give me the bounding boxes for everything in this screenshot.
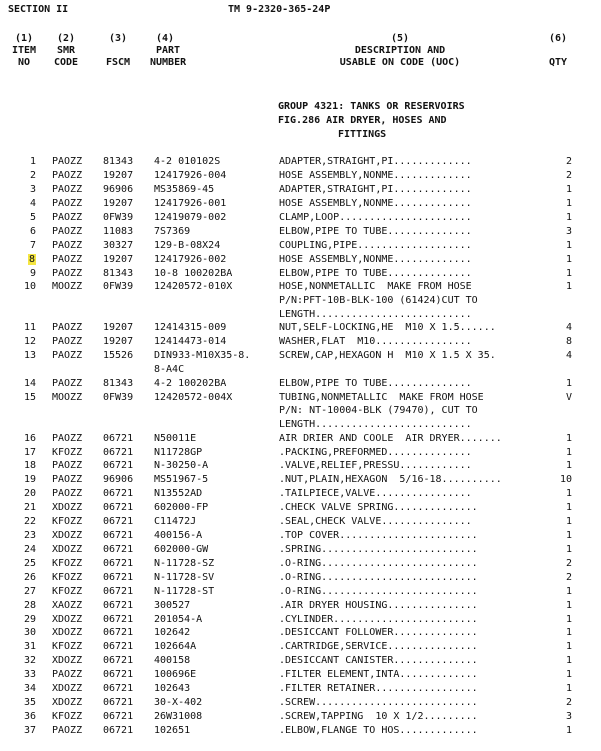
table-row xyxy=(0,697,601,711)
table-row xyxy=(0,170,601,184)
description: .PACKING,PREFORMED.............. xyxy=(279,447,472,458)
quantity: 2 xyxy=(565,572,572,583)
quantity: 1 xyxy=(565,683,572,694)
table-row xyxy=(0,254,601,268)
smr-code: PAOZZ xyxy=(52,378,83,389)
quantity: 1 xyxy=(565,433,572,444)
item-no: 36 xyxy=(23,711,36,722)
part-number: MS51967-5 xyxy=(154,474,209,485)
smr-code: MOOZZ xyxy=(52,281,83,292)
quantity: 1 xyxy=(565,586,572,597)
table-row xyxy=(0,600,601,614)
quantity: 1 xyxy=(565,378,572,389)
tm-number: TM 9-2320-365-24P xyxy=(228,4,331,15)
part-number: 100696E xyxy=(154,669,197,680)
description: HOSE,NONMETALLIC MAKE FROM HOSE xyxy=(279,281,472,292)
quantity: V xyxy=(565,392,572,403)
description: ELBOW,PIPE TO TUBE.............. xyxy=(279,226,472,237)
fscm: 06721 xyxy=(103,544,134,555)
fscm: 06721 xyxy=(103,488,134,499)
smr-code: XDOZZ xyxy=(52,655,83,666)
fscm: 06721 xyxy=(103,433,134,444)
quantity: 4 xyxy=(565,322,572,333)
group-heading: GROUP 4321: TANKS OR RESERVOIRS FIG.286 AIR DRYER, HOSES AND FITTINGS xyxy=(278,101,465,140)
fscm: 06721 xyxy=(103,460,134,471)
description: SCREW,CAP,HEXAGON H M10 X 1.5 X 35. xyxy=(279,350,496,361)
description: .CHECK VALVE SPRING.............. xyxy=(279,502,478,513)
description: ELBOW,PIPE TO TUBE.............. xyxy=(279,378,472,389)
description: HOSE ASSEMBLY,NONME............. xyxy=(279,198,472,209)
table-row xyxy=(0,655,601,669)
item-no: 26 xyxy=(23,572,36,583)
table-row xyxy=(0,212,601,226)
table-row xyxy=(0,447,601,461)
table-row xyxy=(0,281,601,295)
section-label: SECTION II xyxy=(8,4,69,15)
item-no: 27 xyxy=(23,586,36,597)
description: .ELBOW,FLANGE TO HOS............. xyxy=(279,725,478,736)
part-number: 602000-FP xyxy=(154,502,209,513)
fscm: 06721 xyxy=(103,447,134,458)
item10-desc-line3: LENGTH.......................... xyxy=(279,309,472,320)
item-no: 16 xyxy=(23,433,36,444)
item-no: 29 xyxy=(23,614,36,625)
table-row xyxy=(0,392,601,406)
item-no: 24 xyxy=(23,544,36,555)
table-row xyxy=(0,669,601,683)
fscm: 06721 xyxy=(103,558,134,569)
quantity: 1 xyxy=(565,268,572,279)
fscm: 06721 xyxy=(103,600,134,611)
part-number: 12414473-014 xyxy=(154,336,227,347)
fscm: 06721 xyxy=(103,683,134,694)
smr-code: XDOZZ xyxy=(52,544,83,555)
fscm: 19207 xyxy=(103,254,134,265)
quantity: 1 xyxy=(565,488,572,499)
quantity: 10 xyxy=(559,474,572,485)
fscm: 06721 xyxy=(103,572,134,583)
part-number: 12417926-001 xyxy=(154,198,227,209)
description: .VALVE,RELIEF,PRESSU............ xyxy=(279,460,472,471)
quantity: 3 xyxy=(565,711,572,722)
smr-code: XDOZZ xyxy=(52,683,83,694)
col-header-part: (4) PART NUMBER xyxy=(150,33,187,68)
smr-code: PAOZZ xyxy=(52,322,83,333)
table-row xyxy=(0,460,601,474)
fscm: 15526 xyxy=(103,350,134,361)
item-no: 12 xyxy=(23,336,36,347)
table-row xyxy=(0,586,601,600)
fscm: 06721 xyxy=(103,516,134,527)
smr-code: PAOZZ xyxy=(52,350,83,361)
smr-code: PAOZZ xyxy=(52,669,83,680)
part-number: 400156-A xyxy=(154,530,203,541)
item-no: 37 xyxy=(23,725,36,736)
smr-code: PAOZZ xyxy=(52,226,83,237)
smr-code: KFOZZ xyxy=(52,641,83,652)
item-no: 13 xyxy=(23,350,36,361)
smr-code: XDOZZ xyxy=(52,627,83,638)
table-row xyxy=(0,226,601,240)
col-header-smr: (2) SMR CODE xyxy=(53,33,79,68)
item13-part-line2: 8-A4C xyxy=(154,364,185,375)
item-no xyxy=(10,254,36,265)
item15-desc-line2: P/N: NT-10004-BLK (79470), CUT TO xyxy=(279,405,478,416)
part-number: 102664A xyxy=(154,641,197,652)
table-row xyxy=(0,184,601,198)
part-number: C11472J xyxy=(154,516,197,527)
part-number: MS35869-45 xyxy=(154,184,215,195)
fscm: 06721 xyxy=(103,614,134,625)
part-number: 12417926-004 xyxy=(154,170,227,181)
smr-code: XDOZZ xyxy=(52,502,83,513)
table-row xyxy=(0,502,601,516)
item-no: 23 xyxy=(23,530,36,541)
smr-code: PAOZZ xyxy=(52,198,83,209)
part-number: 7S7369 xyxy=(154,226,191,237)
fscm: 81343 xyxy=(103,268,134,279)
smr-code: PAOZZ xyxy=(52,336,83,347)
description: .FILTER ELEMENT,INTA............. xyxy=(279,669,478,680)
smr-code: XAOZZ xyxy=(52,600,83,611)
fscm: 19207 xyxy=(103,170,134,181)
part-number: N-30250-A xyxy=(154,460,209,471)
col-header-qty: (6) QTY xyxy=(548,33,568,68)
description: CLAMP,LOOP...................... xyxy=(279,212,472,223)
description: .FILTER RETAINER................. xyxy=(279,683,478,694)
description: .CYLINDER........................ xyxy=(279,614,478,625)
part-number: 102642 xyxy=(154,627,191,638)
description: .O-RING.......................... xyxy=(279,558,478,569)
item-no: 2 xyxy=(29,170,36,181)
item-no: 35 xyxy=(23,697,36,708)
item-no: 28 xyxy=(23,600,36,611)
item10-desc-line2: P/N:PFT-10B-BLK-100 (61424)CUT TO xyxy=(279,295,478,306)
item-no: 14 xyxy=(23,378,36,389)
item-no: 10 xyxy=(23,281,36,292)
part-number: 300527 xyxy=(154,600,191,611)
part-number: N-11728-SV xyxy=(154,572,215,583)
part-number: DIN933-M10X35-8. xyxy=(154,350,251,361)
table-row xyxy=(0,268,601,282)
table-row xyxy=(0,322,601,336)
quantity: 1 xyxy=(565,530,572,541)
smr-code: KFOZZ xyxy=(52,572,83,583)
quantity: 2 xyxy=(565,170,572,181)
smr-code: PAOZZ xyxy=(52,156,83,167)
item-no: 5 xyxy=(29,212,36,223)
table-row xyxy=(0,198,601,212)
quantity: 8 xyxy=(565,336,572,347)
fscm: 19207 xyxy=(103,322,134,333)
item-no: 17 xyxy=(23,447,36,458)
description: .TAILPIECE,VALVE................ xyxy=(279,488,472,499)
fscm: 06721 xyxy=(103,530,134,541)
smr-code: PAOZZ xyxy=(52,240,83,251)
item-no: 19 xyxy=(23,474,36,485)
smr-code: KFOZZ xyxy=(52,586,83,597)
fscm: 06721 xyxy=(103,586,134,597)
quantity: 1 xyxy=(565,627,572,638)
quantity: 1 xyxy=(565,725,572,736)
part-number: 102643 xyxy=(154,683,191,694)
quantity: 1 xyxy=(565,212,572,223)
smr-code: PAOZZ xyxy=(52,460,83,471)
item-no: 34 xyxy=(23,683,36,694)
table-row xyxy=(0,474,601,488)
table-row xyxy=(0,488,601,502)
quantity: 1 xyxy=(565,614,572,625)
smr-code: KFOZZ xyxy=(52,558,83,569)
quantity: 1 xyxy=(565,600,572,611)
quantity: 4 xyxy=(565,350,572,361)
description: .DESICCANT FOLLOWER.............. xyxy=(279,627,478,638)
table-row xyxy=(0,614,601,628)
table-row xyxy=(0,627,601,641)
quantity: 1 xyxy=(565,240,572,251)
item-no: 7 xyxy=(29,240,36,251)
description: ELBOW,PIPE TO TUBE.............. xyxy=(279,268,472,279)
fscm: 96906 xyxy=(103,474,134,485)
table-row xyxy=(0,572,601,586)
description: .SCREW........................... xyxy=(279,697,478,708)
table-row xyxy=(0,336,601,350)
part-number: N13552AD xyxy=(154,488,203,499)
quantity: 1 xyxy=(565,669,572,680)
table-row xyxy=(0,641,601,655)
quantity: 1 xyxy=(565,655,572,666)
smr-code: KFOZZ xyxy=(52,711,83,722)
quantity: 1 xyxy=(565,447,572,458)
smr-code: KFOZZ xyxy=(52,447,83,458)
description: .O-RING.......................... xyxy=(279,572,478,583)
quantity: 2 xyxy=(565,156,572,167)
quantity: 1 xyxy=(565,184,572,195)
part-number: 129-B-08X24 xyxy=(154,240,221,251)
smr-code: XDOZZ xyxy=(52,530,83,541)
part-number: N50011E xyxy=(154,433,197,444)
col-header-item: (1) ITEM NO xyxy=(11,33,37,68)
smr-code: PAOZZ xyxy=(52,488,83,499)
description: HOSE ASSEMBLY,NONME............. xyxy=(279,170,472,181)
item-no: 3 xyxy=(29,184,36,195)
smr-code: PAOZZ xyxy=(52,268,83,279)
fscm: 30327 xyxy=(103,240,134,251)
description: .DESICCANT CANISTER.............. xyxy=(279,655,478,666)
table-row xyxy=(0,378,601,392)
item-no: 18 xyxy=(23,460,36,471)
fscm: 0FW39 xyxy=(103,212,134,223)
description: COUPLING,PIPE................... xyxy=(279,240,472,251)
table-row xyxy=(0,683,601,697)
part-number: N-11728-ST xyxy=(154,586,215,597)
description: .SEAL,CHECK VALVE............... xyxy=(279,516,472,527)
part-number: 12419079-002 xyxy=(154,212,227,223)
part-number: N-11728-SZ xyxy=(154,558,215,569)
description: NUT,SELF-LOCKING,HE M10 X 1.5...... xyxy=(279,322,496,333)
fscm: 06721 xyxy=(103,669,134,680)
table-row xyxy=(0,240,601,254)
item-no: 33 xyxy=(23,669,36,680)
quantity: 1 xyxy=(565,254,572,265)
smr-code: PAOZZ xyxy=(52,474,83,485)
item15-desc-line3: LENGTH.......................... xyxy=(279,419,472,430)
fscm: 06721 xyxy=(103,641,134,652)
smr-code: PAOZZ xyxy=(52,170,83,181)
description: TUBING,NONMETALLIC MAKE FROM HOSE xyxy=(279,392,484,403)
table-row xyxy=(0,711,601,725)
quantity: 3 xyxy=(565,226,572,237)
highlighted-item-no: 8 xyxy=(28,254,35,265)
smr-code: MOOZZ xyxy=(52,392,83,403)
item-no: 4 xyxy=(29,198,36,209)
item-no: 30 xyxy=(23,627,36,638)
description: .AIR DRYER HOUSING............... xyxy=(279,600,478,611)
fscm: 0FW39 xyxy=(103,392,134,403)
item-no: 20 xyxy=(23,488,36,499)
table-row xyxy=(0,530,601,544)
item-no: 11 xyxy=(23,322,36,333)
item-no: 1 xyxy=(29,156,36,167)
quantity: 1 xyxy=(565,198,572,209)
quantity: 1 xyxy=(565,502,572,513)
table-row xyxy=(0,156,601,170)
item-no: 6 xyxy=(29,226,36,237)
description: .O-RING.......................... xyxy=(279,586,478,597)
item-no: 21 xyxy=(23,502,36,513)
part-number: 602000-GW xyxy=(154,544,209,555)
fscm: 06721 xyxy=(103,655,134,666)
fscm: 19207 xyxy=(103,336,134,347)
fscm: 81343 xyxy=(103,156,134,167)
description: .SCREW,TAPPING 10 X 1/2......... xyxy=(279,711,478,722)
description: AIR DRIER AND COOLE AIR DRYER....... xyxy=(279,433,502,444)
fscm: 06721 xyxy=(103,725,134,736)
smr-code: PAOZZ xyxy=(52,212,83,223)
quantity: 1 xyxy=(565,544,572,555)
table-row xyxy=(0,725,601,739)
part-number: 26W31008 xyxy=(154,711,203,722)
quantity: 2 xyxy=(565,697,572,708)
fscm: 96906 xyxy=(103,184,134,195)
table-row xyxy=(0,433,601,447)
description: .SPRING.......................... xyxy=(279,544,478,555)
part-number: 400158 xyxy=(154,655,191,666)
part-number: 12420572-010X xyxy=(154,281,233,292)
item-no: 32 xyxy=(23,655,36,666)
fscm: 0FW39 xyxy=(103,281,134,292)
smr-code: PAOZZ xyxy=(52,254,83,265)
col-header-desc: (5) DESCRIPTION AND USABLE ON CODE (UOC) xyxy=(339,33,461,68)
description: ADAPTER,STRAIGHT,PI............. xyxy=(279,156,472,167)
part-number: N11728GP xyxy=(154,447,203,458)
table-row xyxy=(0,558,601,572)
smr-code: PAOZZ xyxy=(52,725,83,736)
item-no: 9 xyxy=(29,268,36,279)
fscm: 06721 xyxy=(103,502,134,513)
fscm: 06721 xyxy=(103,697,134,708)
description: .NUT,PLAIN,HEXAGON 5/16-18.......... xyxy=(279,474,502,485)
fscm: 06721 xyxy=(103,627,134,638)
description: HOSE ASSEMBLY,NONME............. xyxy=(279,254,472,265)
smr-code: PAOZZ xyxy=(52,184,83,195)
item-no: 25 xyxy=(23,558,36,569)
fscm: 11083 xyxy=(103,226,134,237)
part-number: 10-8 100202BA xyxy=(154,268,233,279)
table-row xyxy=(0,544,601,558)
fscm: 06721 xyxy=(103,711,134,722)
smr-code: XDOZZ xyxy=(52,614,83,625)
quantity: 1 xyxy=(565,460,572,471)
quantity: 1 xyxy=(565,281,572,292)
part-number: 12420572-004X xyxy=(154,392,233,403)
item-no: 31 xyxy=(23,641,36,652)
description: .TOP COVER....................... xyxy=(279,530,478,541)
smr-code: KFOZZ xyxy=(52,516,83,527)
quantity: 2 xyxy=(565,558,572,569)
smr-code: PAOZZ xyxy=(52,433,83,444)
part-number: 4-2 010102S xyxy=(154,156,221,167)
col-header-fscm: (3) FSCM xyxy=(105,33,131,68)
item-no: 22 xyxy=(23,516,36,527)
table-row xyxy=(0,516,601,530)
part-number: 4-2 100202BA xyxy=(154,378,227,389)
table-row xyxy=(0,350,601,364)
quantity: 1 xyxy=(565,641,572,652)
smr-code: XDOZZ xyxy=(52,697,83,708)
part-number: 30-X-402 xyxy=(154,697,203,708)
part-number: 12414315-009 xyxy=(154,322,227,333)
description: .CARTRIDGE,SERVICE............... xyxy=(279,641,478,652)
description: WASHER,FLAT M10................ xyxy=(279,336,472,347)
fscm: 81343 xyxy=(103,378,134,389)
fscm: 19207 xyxy=(103,198,134,209)
part-number: 12417926-002 xyxy=(154,254,227,265)
part-number: 201054-A xyxy=(154,614,203,625)
quantity: 1 xyxy=(565,516,572,527)
item-no: 15 xyxy=(23,392,36,403)
description: ADAPTER,STRAIGHT,PI............. xyxy=(279,184,472,195)
part-number: 102651 xyxy=(154,725,191,736)
